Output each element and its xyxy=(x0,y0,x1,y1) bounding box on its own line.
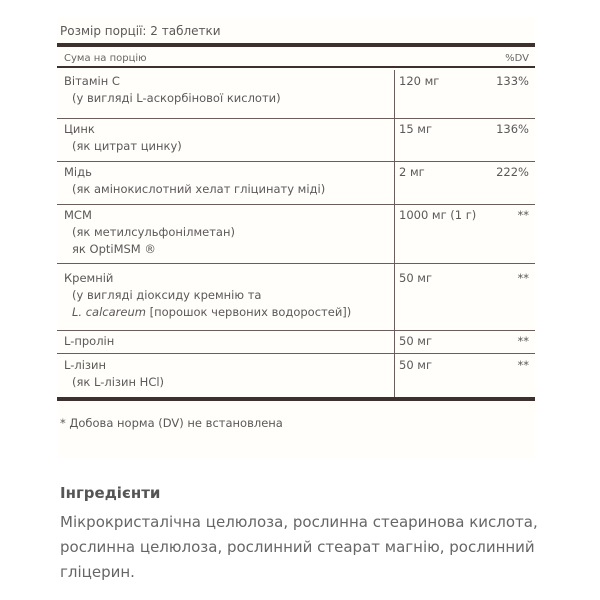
table-row xyxy=(57,354,535,397)
nutrient-brand: як OptiMSM ® xyxy=(72,242,156,256)
nutrient-dv: ** xyxy=(517,334,529,348)
nutrient-amount: 15 мг xyxy=(399,122,433,136)
nutrient-form: (у вигляді діоксиду кремнію та xyxy=(72,288,262,302)
nutrient-amount: 50 мг xyxy=(399,271,433,285)
table-bottom-rule xyxy=(57,397,535,401)
table-row xyxy=(57,264,535,330)
table-row xyxy=(57,331,535,353)
nutrient-form: (як амінокислотний хелат гліцинату міді) xyxy=(72,182,326,196)
nutrient-amount: 2 мг xyxy=(399,165,425,179)
column-divider xyxy=(394,354,395,397)
column-divider xyxy=(394,205,395,263)
nutrient-form: (як метилсульфонілметан) xyxy=(72,225,235,239)
nutrient-source: [порошок червоних водоростей]) xyxy=(145,305,352,319)
column-divider xyxy=(394,70,395,118)
header-rule xyxy=(57,43,535,47)
nutrient-amount: 1000 мг (1 г) xyxy=(399,208,477,222)
table-row xyxy=(57,162,535,204)
nutrient-amount: 120 мг xyxy=(399,74,440,88)
nutrient-amount: 50 мг xyxy=(399,358,433,372)
amount-per-serving-label: Сума на порцію xyxy=(64,53,147,64)
column-divider xyxy=(394,331,395,353)
nutrient-name: MCM xyxy=(64,208,92,222)
column-divider xyxy=(394,264,395,330)
nutrient-name: Мідь xyxy=(64,165,92,179)
column-divider xyxy=(394,119,395,161)
nutrient-name: L-лізин xyxy=(64,358,107,372)
table-row xyxy=(57,70,535,118)
nutrient-amount: 50 мг xyxy=(399,334,433,348)
dv-header: %DV xyxy=(505,53,529,64)
table-row xyxy=(57,119,535,161)
nutrient-name: Вітамін C xyxy=(64,74,120,88)
nutrient-dv: 222% xyxy=(496,165,529,179)
nutrient-dv: ** xyxy=(517,208,529,222)
nutrient-name: Цинк xyxy=(64,122,95,136)
dv-footnote: * Добова норма (DV) не встановлена xyxy=(60,416,283,430)
nutrient-name: Кремній xyxy=(64,271,114,285)
nutrient-dv: ** xyxy=(517,358,529,372)
column-divider xyxy=(394,162,395,204)
ingredients-text: Мікрокристалічна целюлоза, рослинна стеаринова кислота, рослинна целюлоза, рослинний стеарат магнію, рослинний гліцерин. xyxy=(60,513,538,581)
nutrient-source-italic: L. calcareum xyxy=(72,305,146,319)
ingredients-title: Інгредієнти xyxy=(60,484,161,502)
header-bottom-rule xyxy=(57,66,535,68)
table-row xyxy=(57,205,535,263)
nutrient-dv: ** xyxy=(517,271,529,285)
nutrient-form: (як цитрат цинку) xyxy=(72,139,182,153)
nutrient-name: L-пролін xyxy=(64,334,115,348)
nutrient-form: (у вигляді L-аскорбінової кислоти) xyxy=(72,91,281,105)
nutrient-dv: 136% xyxy=(496,122,529,136)
serving-size: Розмір порції: 2 таблетки xyxy=(60,24,221,38)
nutrient-dv: 133% xyxy=(496,74,529,88)
nutrient-form: (як L-лізин HCl) xyxy=(72,375,165,389)
